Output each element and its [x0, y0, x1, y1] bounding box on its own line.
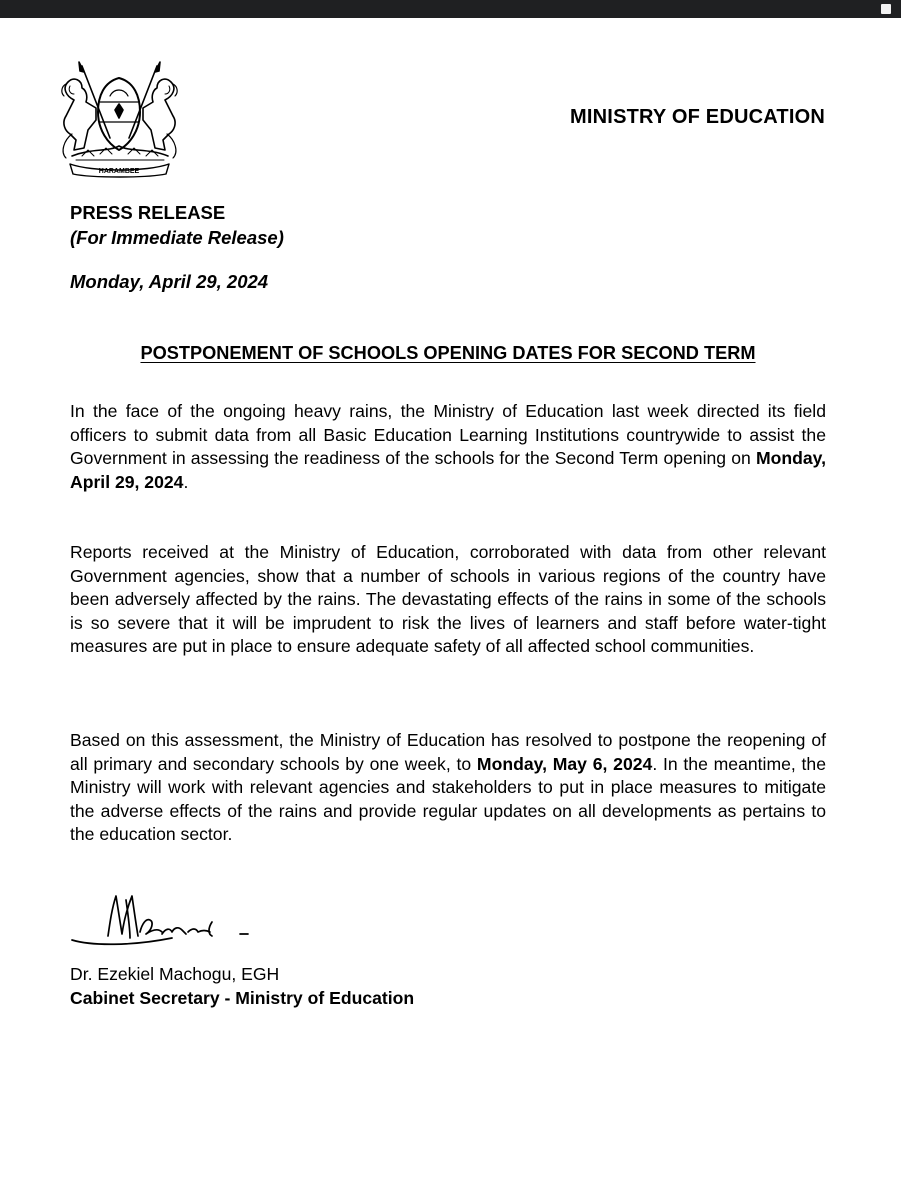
corner-icon — [881, 4, 891, 14]
press-release-block — [70, 200, 284, 250]
window-top-bar — [0, 0, 901, 18]
release-date: Monday, April 29, 2024 — [70, 271, 269, 292]
headline-text: POSTPONEMENT OF SCHOOLS OPENING DATES FOR SECOND TERM — [140, 343, 756, 363]
headline — [70, 343, 826, 364]
paragraph-1 — [70, 400, 826, 494]
ministry-heading: MINISTRY OF EDUCATION — [570, 106, 825, 128]
paragraph-2-text: Reports received at the Ministry of Education, corroborated with data from other relevant Government agencies, show that a number of schools in various regions of the country have been adversely affected by the rains. The devastating effects of the rains in some of the schools is so severe that it will be imprudent to risk the lives of learners and staff before water-tight measures are put in place to ensure adequate safety of all affected school communities. — [70, 542, 826, 656]
motto-text: HARAMBEE — [98, 168, 140, 175]
immediate-release-note: (For Immediate Release) — [70, 227, 284, 248]
paragraph-1-text: In the face of the ongoing heavy rains, the Ministry of Education last week directed its field officers to submit data from all Basic Education Learning Institutions countrywide to assist the Government in assessing the readiness of the schools for the Second Term opening on — [70, 401, 826, 468]
handwritten-signature-icon — [62, 888, 267, 953]
paragraph-3 — [70, 729, 826, 847]
paragraph-3-bold-date: Monday, May 6, 2024 — [476, 753, 653, 774]
paragraph-1-bold-date: Monday, April 29, 2024 — [70, 448, 826, 492]
press-release-label: PRESS RELEASE — [70, 202, 226, 223]
paragraph-3-rest: . In the meantime, the Ministry will work with relevant agencies and stakeholders to put in place measures to mitigate the adverse effects of the rains and provide regular updates on all developments as pertains to the education sector. — [70, 753, 826, 844]
paragraph-2 — [70, 541, 826, 659]
paragraph-1-end: . — [183, 471, 189, 492]
signatory-name: Dr. Ezekiel Machogu, EGH — [70, 964, 280, 984]
paragraph-3-text: Based on this assessment, the Ministry of Education has resolved to postpone the reopening of all primary and secondary schools by one week, to — [70, 730, 826, 774]
signatory-block — [70, 962, 414, 1010]
kenya-coat-of-arms-icon — [52, 60, 187, 178]
signatory-title: Cabinet Secretary - Ministry of Education — [70, 988, 415, 1008]
